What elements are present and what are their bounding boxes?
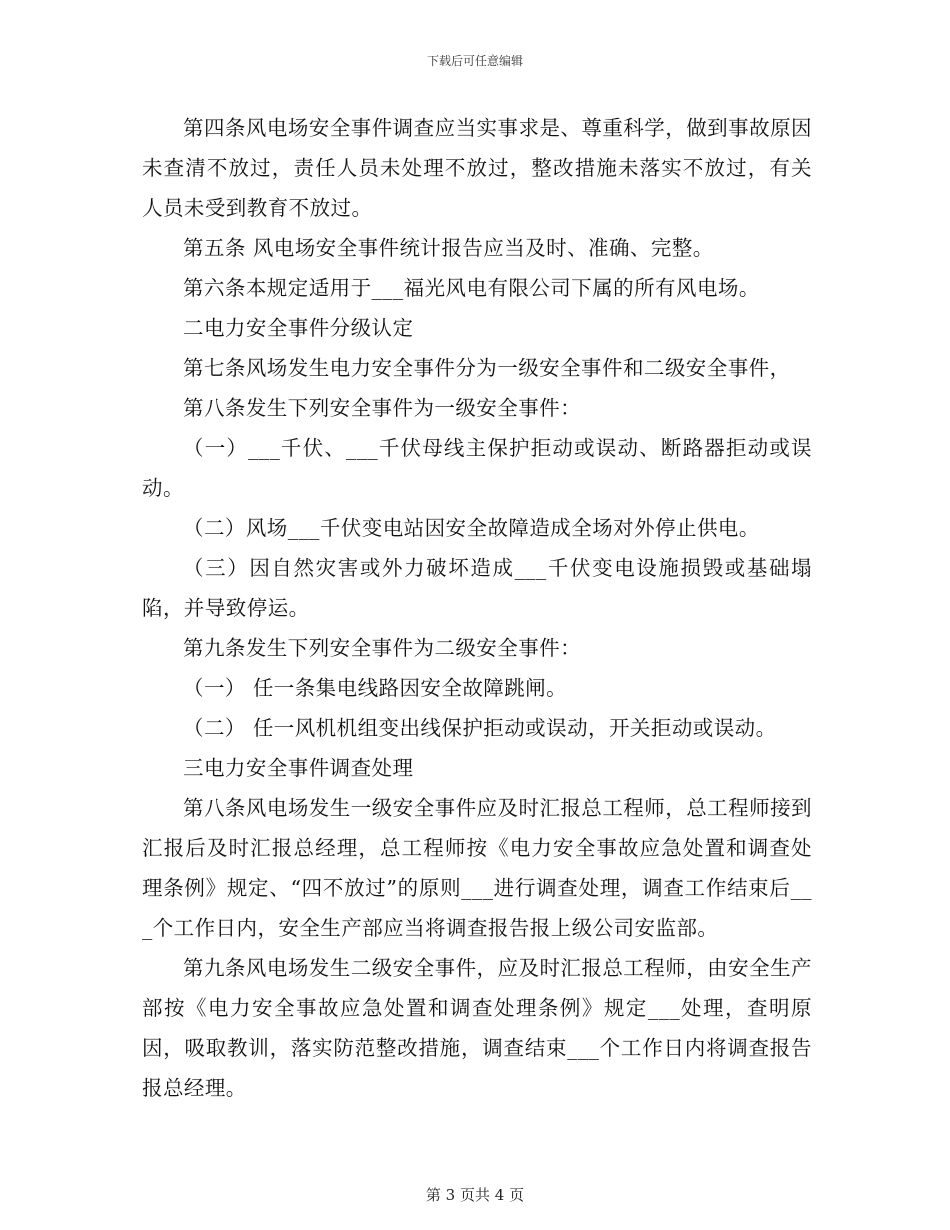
list-item-level1-1: （一）___千伏、___千伏母线主保护拒动或误动、断路器拒动或误动。 xyxy=(142,436,812,500)
paragraph-article-6: 第六条本规定适用于___福光风电有限公司下属的所有风电场。 xyxy=(183,276,760,300)
section-heading-3: 三电力安全事件调查处理 xyxy=(183,756,414,780)
paragraph-article-4: 第四条风电场安全事件调查应当实事求是、尊重科学，做到事故原因未查清不放过，责任人员未处理不放过，整改措施未落实不放过，有关人员未受到教育不放过。 xyxy=(142,116,812,220)
paragraph-article-9-investigation: 第九条风电场发生二级安全事件，应及时汇报总工程师，由安全生产部按《电力安全事故应急处置和调查处理条例》规定___处理，查明原因，吸取教训，落实防范整改措施，调查结束___个工作日内将调查报告报总经理。 xyxy=(142,956,812,1100)
document-body xyxy=(142,108,812,1108)
list-item-level2-2: （二） 任一风机机组变出线保护拒动或误动，开关拒动或误动。 xyxy=(183,716,777,740)
page-footer: 第 3 页共 4 页 xyxy=(425,1186,525,1204)
paragraph-article-5: 第五条 风电场安全事件统计报告应当及时、准确、完整。 xyxy=(183,236,714,260)
section-heading-2: 二电力安全事件分级认定 xyxy=(183,316,414,340)
paragraph-article-8-investigation: 第八条风电场发生一级安全事件应及时汇报总工程师，总工程师接到汇报后及时汇报总经理，总工程师按《电力安全事故应急处置和调查处理条例》规定、“四不放过”的原则___进行调查处理，调查工作结束后___个工作日内，安全生产部应当将调查报告报上级公司安监部。 xyxy=(142,796,812,940)
list-item-level2-1: （一） 任一条集电线路因安全故障跳闸。 xyxy=(183,676,568,700)
paragraph-article-9: 第九条发生下列安全事件为二级安全事件： xyxy=(183,636,582,660)
list-item-level1-3: （三）因自然灾害或外力破坏造成___千伏变电设施损毁或基础塌陷，并导致停运。 xyxy=(142,556,812,620)
page-header: 下载后可任意编辑 xyxy=(426,54,523,68)
list-item-level1-2: （二）风场___千伏变电站因安全故障造成全场对外停止供电。 xyxy=(183,516,760,540)
paragraph-article-7: 第七条风场发生电力安全事件分为一级安全事件和二级安全事件， xyxy=(183,356,791,380)
paragraph-article-8: 第八条发生下列安全事件为一级安全事件： xyxy=(183,396,582,420)
